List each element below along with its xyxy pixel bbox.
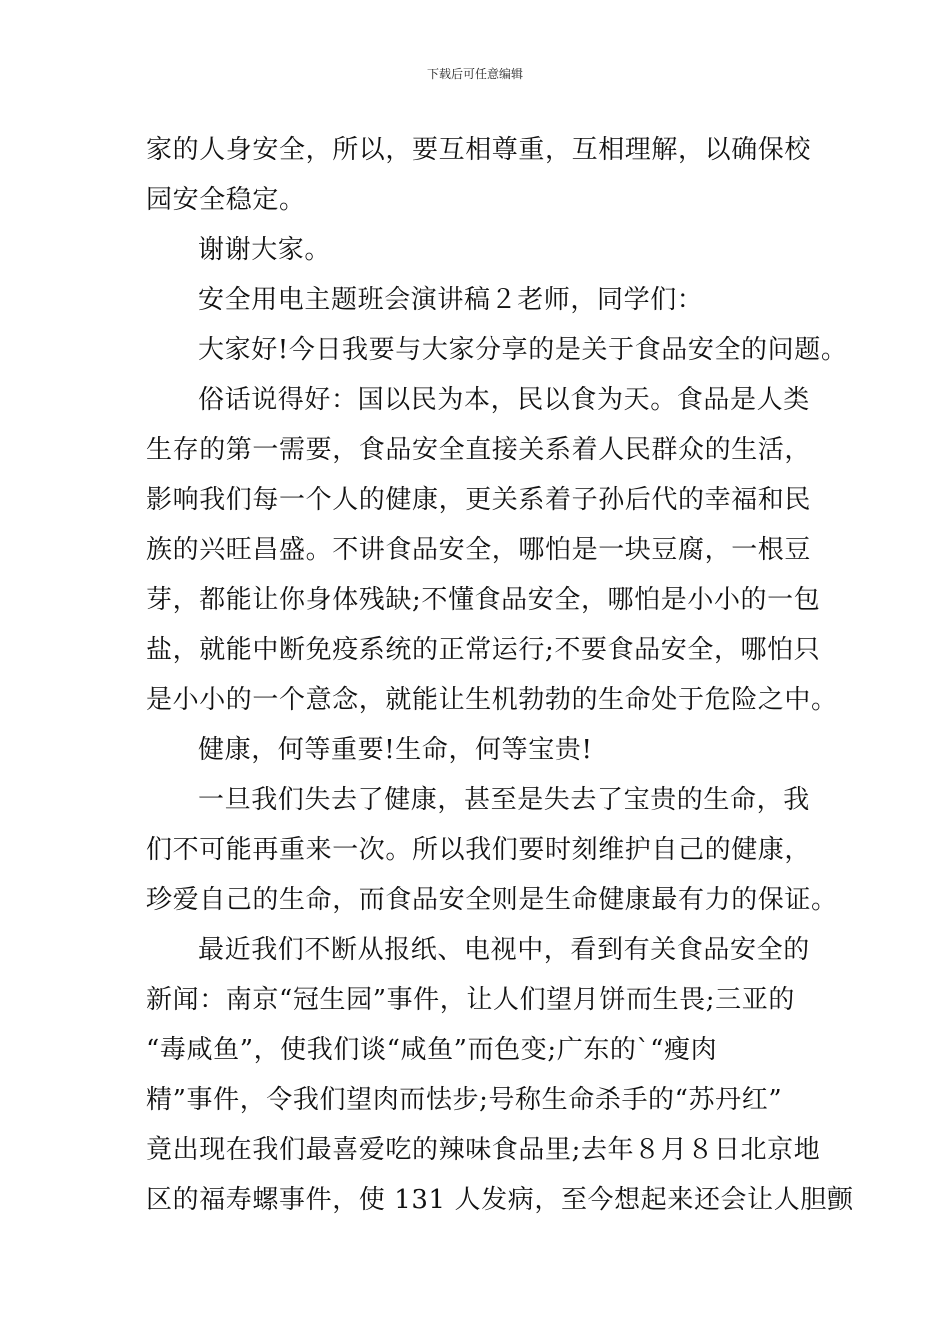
text-line: 区的福寿螺事件，使 131 人发病，至今想起来还会让人胆颤 (146, 1185, 854, 1215)
text-line: 影响我们每一个人的健康，更关系着子孙后代的幸福和民 (146, 485, 812, 515)
text-line: 谢谢大家。 (198, 235, 332, 265)
text-line: 最近我们不断从报纸、电视中，看到有关食品安全的 (198, 935, 810, 965)
text-line: 精”事件，令我们望肉而怯步;号称生命杀手的“苏丹红” (146, 1085, 783, 1115)
text-line: “毒咸鱼”，使我们谈“咸鱼”而色变;广东的`“瘦肉 (146, 1035, 718, 1065)
page-header: 下载后可任意编辑 (426, 67, 523, 81)
text-line: 俗话说得好：国以民为本，民以食为天。食品是人类 (198, 385, 810, 415)
text-line: 园安全稳定。 (146, 185, 306, 215)
text-line: 是小小的一个意念，就能让生机勃勃的生命处于危险之中。 (146, 685, 838, 715)
text-line: 一旦我们失去了健康，甚至是失去了宝贵的生命，我 (198, 785, 810, 815)
text-line: 大家好!今日我要与大家分享的是关于食品安全的问题。 (198, 335, 848, 365)
text-line: 新闻：南京“冠生园”事件，让人们望月饼而生畏;三亚的 (146, 985, 795, 1015)
document-body (146, 128, 854, 1228)
text-line: 安全用电主题班会演讲稿２老师，同学们： (198, 285, 704, 315)
text-line: 家的人身安全，所以，要互相尊重，互相理解，以确保校 (146, 135, 812, 165)
text-line: 芽，都能让你身体残缺;不懂食品安全，哪怕是小小的一包 (146, 585, 821, 615)
text-line: 竟出现在我们最喜爱吃的辣味食品里;去年８月８日北京地 (146, 1135, 821, 1165)
text-line: 族的兴旺昌盛。不讲食品安全，哪怕是一块豆腐，一根豆 (146, 535, 812, 565)
text-line: 盐，就能中断免疫系统的正常运行;不要食品安全，哪怕只 (146, 635, 821, 665)
text-line: 健康，何等重要!生命，何等宝贵! (198, 735, 593, 765)
text-line: 们不可能再重来一次。所以我们要时刻维护自己的健康， (146, 835, 812, 865)
text-line: 珍爱自己的生命，而食品安全则是生命健康最有力的保证。 (146, 885, 838, 915)
text-line: 生存的第一需要，食品安全直接关系着人民群众的生活， (146, 435, 812, 465)
